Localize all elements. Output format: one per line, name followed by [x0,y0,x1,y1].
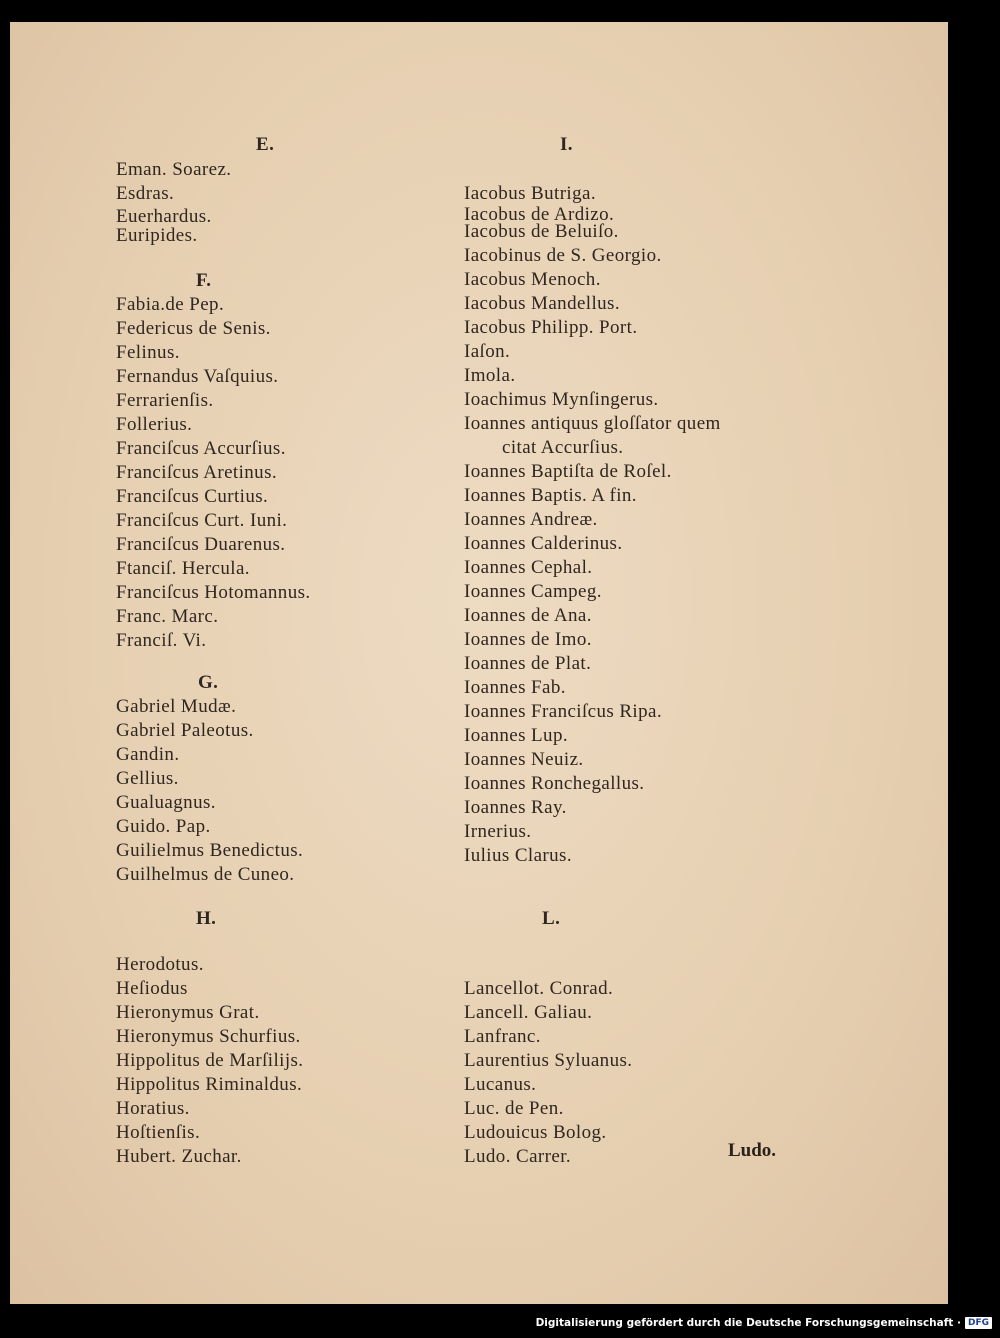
index-entry: Gabriel Paleotus. [116,720,254,741]
index-entry: Franciſcus Accurſius. [116,438,286,459]
index-entry: Ioannes Andreæ. [464,509,598,530]
index-entry: Hippolitus de Marſilijs. [116,1050,304,1071]
index-entry: citat Accurſius. [502,437,624,458]
index-entry: Gandin. [116,744,180,765]
scanned-page [10,22,948,1304]
index-entry: Ioannes Lup. [464,725,568,746]
index-entry: Ioannes Baptiſta de Roſel. [464,461,672,482]
index-entry: Hieronymus Grat. [116,1002,260,1023]
catchword: Ludo. [728,1140,777,1161]
index-entry: Esdras. [116,183,175,204]
section-letter-heading: I. [560,134,573,155]
index-entry: Hubert. Zuchar. [116,1146,242,1167]
index-entry: Franciſcus Aretinus. [116,462,278,483]
index-entry: Irnerius. [464,821,532,842]
index-entry: Ludouicus Bolog. [464,1122,607,1143]
section-letter-heading: G. [198,672,219,693]
index-entry: Iacobinus de S. Georgio. [464,245,662,266]
index-entry: Lancellot. Conrad. [464,978,614,999]
index-entry: Herodotus. [116,954,204,975]
index-entry: Ioannes Cephal. [464,557,593,578]
index-entry: Luc. de Pen. [464,1098,564,1119]
digitization-footer [536,1312,992,1334]
index-entry: Hoſtienſis. [116,1122,201,1143]
index-entry: Eman. Soarez. [116,159,232,180]
index-entry: Fabia.de Pep. [116,294,225,315]
index-entry: Ioannes de Plat. [464,653,592,674]
index-entry: Ioannes Franciſcus Ripa. [464,701,662,722]
index-entry: Franciſ. Vi. [116,630,207,651]
index-entry: Ioannes Baptis. A fin. [464,485,637,506]
index-entry: Guido. Pap. [116,816,211,837]
index-entry: Felinus. [116,342,180,363]
index-entry: Ioannes Campeg. [464,581,602,602]
index-entry: Iacobus Butriga. [464,183,596,204]
index-entry: Guilielmus Benedictus. [116,840,304,861]
index-entry: Iacobus Menoch. [464,269,601,290]
index-entry: Ioachimus Mynſingerus. [464,389,659,410]
index-entry: Iacobus Philipp. Port. [464,317,638,338]
index-entry: Ioannes antiquus gloſſator quem [464,413,721,434]
index-entry: Franciſcus Curtius. [116,486,269,507]
index-entry: Ferrarienſis. [116,390,214,411]
index-entry: Imola. [464,365,516,386]
index-entry: Gabriel Mudæ. [116,696,237,717]
index-entry: Iulius Clarus. [464,845,572,866]
index-entry: Euripides. [116,225,198,246]
index-entry: Gualuagnus. [116,792,216,813]
footer-credit-text: Digitalisierung gefördert durch die Deutsche Forschungsgemeinschaft · [535,1317,961,1329]
dfg-logo: DFG [965,1317,992,1329]
index-entry: Franciſcus Duarenus. [116,534,286,555]
index-entry: Horatius. [116,1098,190,1119]
index-entry: Euerhardus. [116,206,212,227]
index-entry: Franciſcus Hotomannus. [116,582,311,603]
index-entry: Ioannes Fab. [464,677,566,698]
section-letter-heading: E. [256,134,275,155]
index-entry: Ioannes Calderinus. [464,533,623,554]
index-entry: Federicus de Senis. [116,318,271,339]
index-entry: Guilhelmus de Cuneo. [116,864,295,885]
index-entry: Ioannes Ray. [464,797,567,818]
section-letter-heading: F. [196,270,212,291]
index-entry: Lanfranc. [464,1026,541,1047]
index-entry: Hippolitus Riminaldus. [116,1074,303,1095]
index-entry: Follerius. [116,414,193,435]
section-letter-heading: L. [542,908,561,929]
index-entry: Lancell. Galiau. [464,1002,593,1023]
index-entry: Heſiodus [116,978,188,999]
index-entry: Iacobus Mandellus. [464,293,620,314]
index-entry: Iacobus de Beluiſo. [464,221,619,242]
index-entry: Ioannes de Imo. [464,629,592,650]
index-entry: Ioannes Neuiz. [464,749,584,770]
index-entry: Franciſcus Curt. Iuni. [116,510,288,531]
index-entry: Ftanciſ. Hercula. [116,558,250,579]
index-entry: Iacobus de Ardizo. [464,204,615,225]
index-entry: Ludo. Carrer. [464,1146,572,1167]
index-entry: Ioannes de Ana. [464,605,592,626]
index-entry: Ioannes Ronchegallus. [464,773,645,794]
index-entry: Hieronymus Schurfius. [116,1026,301,1047]
index-entry: Fernandus Vaſquius. [116,366,279,387]
section-letter-heading: H. [196,908,217,929]
index-entry: Iaſon. [464,341,511,362]
index-entry: Gellius. [116,768,179,789]
index-entry: Laurentius Syluanus. [464,1050,633,1071]
index-entry: Lucanus. [464,1074,537,1095]
index-entry: Franc. Marc. [116,606,219,627]
